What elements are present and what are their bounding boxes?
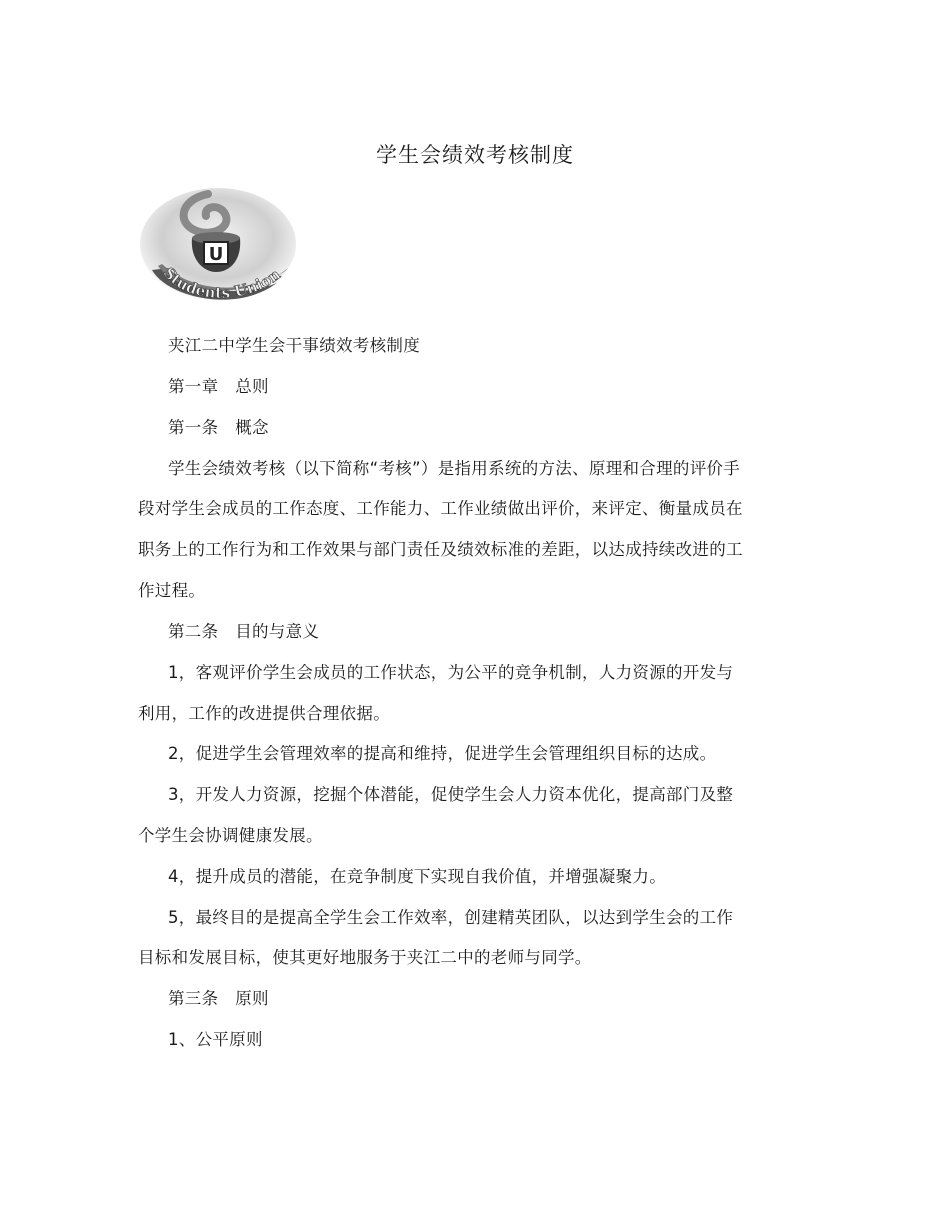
logo-text-path: Students Union xyxy=(159,263,284,302)
list-item: 2，促进学生会管理效率的提高和维持，促进学生会管理组织目标的达成。 xyxy=(168,744,717,763)
chapter-heading: 第一章 总则 xyxy=(168,377,269,396)
paragraph-line: 职务上的工作行为和工作效果与部门责任及绩效标准的差距，以达成持续改进的工 xyxy=(138,540,743,559)
list-item-continuation: 利用，工作的改进提供合理依据。 xyxy=(138,704,390,723)
article-heading: 第一条 概念 xyxy=(168,418,269,437)
paragraph-line: 作过程。 xyxy=(138,581,206,600)
list-item: 1、公平原则 xyxy=(168,1030,263,1049)
paragraph-line: 段对学生会成员的工作态度、工作能力、工作业绩做出评价，来评定、衡量成员在 xyxy=(138,499,743,518)
paragraph-line: 学生会绩效考核（以下简称“考核”）是指用系统的方法、原理和合理的评价手 xyxy=(168,459,741,478)
page-title: 学生会绩效考核制度 xyxy=(376,143,574,167)
document-subtitle: 夹江二中学生会干事绩效考核制度 xyxy=(168,336,420,355)
list-item: 3，开发人力资源，挖掘个体潜能，促使学生会人力资本优化，提高部门及整 xyxy=(168,785,734,804)
list-item: 1，客观评价学生会成员的工作状态，为公平的竞争机制，人力资源的开发与 xyxy=(168,663,734,682)
article-heading: 第三条 原则 xyxy=(168,989,269,1008)
list-item-continuation: 目标和发展目标，使其更好地服务于夹江二中的老师与同学。 xyxy=(138,948,592,967)
list-item: 5，最终目的是提高全学生会工作效率，创建精英团队，以达到学生会的工作 xyxy=(168,908,734,927)
logo-letter: U xyxy=(208,244,224,265)
students-union-logo xyxy=(138,186,300,318)
list-item-continuation: 个学生会协调健康发展。 xyxy=(138,826,323,845)
list-item: 4，提升成员的潜能，在竞争制度下实现自我价值，并增强凝聚力。 xyxy=(168,867,666,886)
logo-graphic xyxy=(138,186,300,318)
article-heading: 第二条 目的与意义 xyxy=(168,622,320,641)
